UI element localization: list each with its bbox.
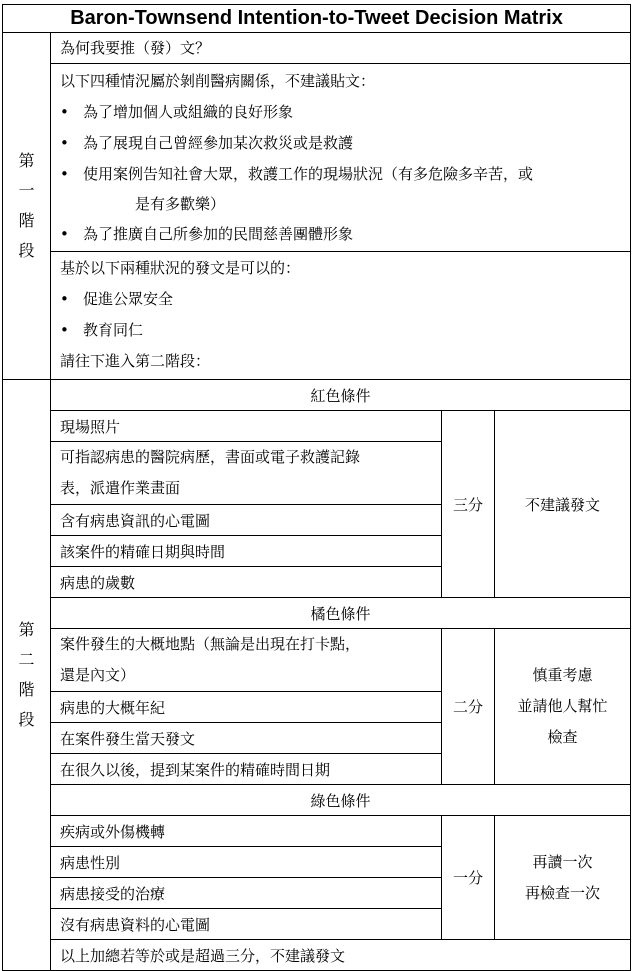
green-action-line: 再讀一次 (532, 852, 593, 871)
score-rule: 以上加總若等於或是超過三分，不建議發文 (51, 940, 631, 971)
orange-item: 在案件發生當天發文 (51, 723, 442, 754)
red-item: 現場照片 (51, 411, 442, 442)
bullet-icon: • (60, 321, 69, 339)
red-header: 紅色條件 (51, 380, 631, 411)
green-item: 沒有病患資料的心電圖 (51, 909, 442, 940)
green-action-line: 再檢查一次 (525, 883, 601, 902)
orange-item-line: 還是內文） (60, 666, 136, 684)
orange-item: 在很久以後，提到某案件的精確時間日期 (51, 754, 442, 785)
red-item-line: 可指認病患的醫院病歷，書面或電子救護記錄 (60, 448, 361, 466)
red-action: 不建議發文 (495, 411, 631, 598)
orange-action-line: 慎重考慮 (532, 666, 593, 684)
red-item-line: 表，派遣作業畫面 (60, 479, 181, 497)
orange-item-line: 案件發生的大概地點（無論是出現在打卡點， (60, 635, 361, 653)
green-item: 疾病或外傷機轉 (51, 816, 442, 847)
stage2-label (3, 380, 51, 971)
stage1-label-char: 第 (18, 151, 35, 170)
list-item-text: 為了增加個人或組織的良好形象 (83, 103, 294, 121)
list-item-text: 使用案例告知社會大眾，救護工作的現場狀況（有多危險多辛苦，或 (83, 165, 534, 183)
orange-header: 橘色條件 (51, 598, 631, 629)
bullet-icon: • (60, 103, 69, 121)
list-item-continuation: 是有多歡樂） (135, 195, 226, 213)
list-item (51, 97, 630, 128)
list-item (51, 284, 630, 315)
red-item: 該案件的精確日期與時間 (51, 536, 442, 567)
red-item: 病患的歲數 (51, 567, 442, 598)
list-item (51, 159, 630, 219)
green-item: 病患性別 (51, 847, 442, 878)
stage2-label-char: 階 (18, 680, 35, 699)
list-item (51, 315, 630, 346)
list-item (51, 219, 630, 250)
red-item: 含有病患資訊的心電圖 (51, 505, 442, 536)
stage1-label-char: 一 (18, 181, 35, 200)
bullet-icon: • (60, 225, 69, 243)
stage2-label-char: 第 (18, 620, 35, 639)
decision-matrix (2, 4, 631, 971)
stage2-label-char: 二 (18, 650, 35, 669)
list-item-text: 為了展現自己曾經參加某次救災或是救護 (83, 134, 354, 152)
green-action (495, 816, 631, 940)
stage1-label-char: 段 (18, 241, 35, 260)
list-item-text: 為了推廣自己所參加的民間慈善團體形象 (83, 225, 354, 243)
orange-item (51, 629, 442, 692)
orange-item: 病患的大概年紀 (51, 692, 442, 723)
orange-action (495, 629, 631, 785)
green-score: 一分 (442, 816, 495, 940)
stage1-label-char: 階 (18, 211, 35, 230)
stage1-ok-block (51, 252, 631, 380)
ok-intro: 基於以下兩種狀況的發文是可以的： (60, 259, 301, 277)
list-item-text: 促進公眾安全 (83, 290, 174, 308)
red-score: 三分 (442, 411, 495, 598)
stage1-label (3, 33, 51, 380)
no-intro: 以下四種情況屬於剝削醫病關係，不建議貼文： (60, 72, 376, 90)
orange-action-line: 並請他人幫忙 (517, 697, 608, 715)
bullet-icon: • (60, 165, 69, 183)
list-item-text: 教育同仁 (83, 321, 144, 339)
list-item (51, 128, 630, 159)
green-item: 病患接受的治療 (51, 878, 442, 909)
bullet-icon: • (60, 290, 69, 308)
orange-action-line: 檢查 (547, 728, 578, 746)
matrix-title: Baron-Townsend Intention-to-Tweet Decision Matrix (3, 5, 631, 33)
stage1-question: 為何我要推（發）文？ (51, 33, 631, 64)
stage1-no-block (51, 64, 631, 252)
stage2-label-char: 段 (18, 710, 35, 729)
bullet-icon: • (60, 134, 69, 152)
red-item (51, 442, 442, 505)
orange-score: 二分 (442, 629, 495, 785)
green-header: 綠色條件 (51, 785, 631, 816)
next-stage-text: 請往下進入第二階段： (60, 352, 211, 370)
